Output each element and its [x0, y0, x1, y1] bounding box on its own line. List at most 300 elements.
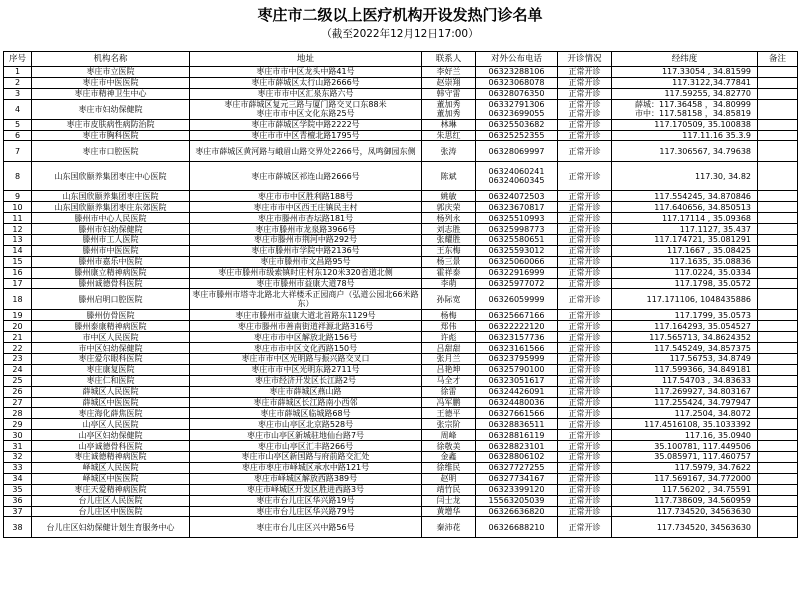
table-row	[4, 213, 798, 224]
table-row	[4, 162, 798, 191]
cell-phone: 06328076350	[476, 88, 558, 99]
cell-geo: 117.4516108, 35.1033392	[612, 419, 758, 430]
table-row	[4, 130, 798, 141]
cell-status: 正常开诊	[558, 224, 612, 235]
cell-remark	[758, 245, 798, 256]
cell-contact: 徐维民	[422, 462, 476, 473]
cell-name: 滕州市工人医院	[32, 235, 190, 246]
cell-geo: 117.569167, 34.772000	[612, 473, 758, 484]
cell-address: 枣庄市滕州市益康大道北首路东1129号	[190, 310, 422, 321]
cell-address: 枣庄市山亭区新城驻地仙台路7号	[190, 430, 422, 441]
table-row	[4, 430, 798, 441]
cell-address: 枣庄市市中区光明东路2711号	[190, 364, 422, 375]
cell-address: 枣庄市滕州市龙泉路3966号	[190, 224, 422, 235]
cell-name: 枣庄市立医院	[32, 67, 190, 78]
cell-status: 正常开诊	[558, 364, 612, 375]
cell-no: 37	[4, 506, 32, 517]
cell-phone: 06327734167	[476, 473, 558, 484]
cell-no: 18	[4, 289, 32, 310]
table-row	[4, 267, 798, 278]
cell-geo: 117.11.16 35.3.9	[612, 130, 758, 141]
cell-phone: 06327661566	[476, 408, 558, 419]
cell-no: 25	[4, 375, 32, 386]
cell-remark	[758, 119, 798, 130]
cell-geo: 117.1127, 35.437	[612, 224, 758, 235]
cell-remark	[758, 310, 798, 321]
page-subtitle: （截至2022年12月12日17:00）	[321, 28, 479, 40]
cell-remark	[758, 354, 798, 365]
cell-status: 正常开诊	[558, 441, 612, 452]
cell-address: 枣庄市枣庄市峄城区承水中路121号	[190, 462, 422, 473]
cell-phone: 06325252355	[476, 130, 558, 141]
cell-contact: 朱思红	[422, 130, 476, 141]
cell-address: 枣庄市薛城区黄河路与峨眉山路交界处2266号，凤鸣御园东侧	[190, 141, 422, 162]
cell-status: 正常开诊	[558, 484, 612, 495]
cell-no: 5	[4, 119, 32, 130]
cell-phone: 06325790100	[476, 364, 558, 375]
cell-contact: 马全才	[422, 375, 476, 386]
cell-no: 23	[4, 354, 32, 365]
cell-contact: 秦沛花	[422, 517, 476, 538]
cell-status: 正常开诊	[558, 495, 612, 506]
header-remark: 备注	[758, 52, 798, 67]
cell-address: 枣庄市市中区汇泉东路六号	[190, 88, 422, 99]
header-status: 开诊情况	[558, 52, 612, 67]
cell-status: 正常开诊	[558, 462, 612, 473]
cell-status: 正常开诊	[558, 77, 612, 88]
cell-remark	[758, 99, 798, 119]
cell-contact: 吕艳坤	[422, 364, 476, 375]
cell-remark	[758, 267, 798, 278]
cell-address: 枣庄市市中区解放北路156号	[190, 332, 422, 343]
table-row	[4, 364, 798, 375]
cell-geo: 117.565713, 34.8624352	[612, 332, 758, 343]
cell-no: 3	[4, 88, 32, 99]
cell-no: 36	[4, 495, 32, 506]
cell-status: 正常开诊	[558, 88, 612, 99]
cell-no: 29	[4, 419, 32, 430]
cell-geo: 117.0224, 35.0334	[612, 267, 758, 278]
table-row	[4, 321, 798, 332]
cell-name: 台儿庄区人民医院	[32, 495, 190, 506]
cell-status: 正常开诊	[558, 245, 612, 256]
cell-geo: 117.2504, 34.8072	[612, 408, 758, 419]
cell-remark	[758, 506, 798, 517]
hospital-table	[3, 51, 798, 538]
cell-status: 正常开诊	[558, 119, 612, 130]
cell-remark	[758, 141, 798, 162]
cell-name: 峄城区中医医院	[32, 473, 190, 484]
cell-contact: 张涛	[422, 141, 476, 162]
cell-address: 枣庄市薛城区复元三路与厦门路交叉口东88米 枣庄市市中区文化东路25号	[190, 99, 422, 119]
cell-no: 21	[4, 332, 32, 343]
cell-remark	[758, 289, 798, 310]
cell-status: 正常开诊	[558, 130, 612, 141]
cell-status: 正常开诊	[558, 408, 612, 419]
cell-contact: 赵崇翔	[422, 77, 476, 88]
cell-remark	[758, 430, 798, 441]
cell-status: 正常开诊 正常开诊	[558, 99, 612, 119]
cell-remark	[758, 67, 798, 78]
cell-phone: 06323051617	[476, 375, 558, 386]
cell-remark	[758, 202, 798, 213]
cell-address: 枣庄市台儿庄区华兴路79号	[190, 506, 422, 517]
table-header-row	[4, 52, 798, 67]
cell-address: 枣庄市市中区光明路与振兴路交叉口	[190, 354, 422, 365]
cell-name: 枣庄诚德精神病医院	[32, 452, 190, 463]
cell-phone: 06324426091	[476, 386, 558, 397]
cell-phone: 06328836511	[476, 419, 558, 430]
cell-phone: 06326636820	[476, 506, 558, 517]
cell-address: 枣庄市薛城区燕山路	[190, 386, 422, 397]
table-row	[4, 386, 798, 397]
cell-no: 13	[4, 235, 32, 246]
cell-phone: 06322916999	[476, 267, 558, 278]
cell-geo: 117.1799, 35.0573	[612, 310, 758, 321]
cell-name: 市中区人民医院	[32, 332, 190, 343]
cell-contact: 冯军鹏	[422, 397, 476, 408]
cell-address: 枣庄市台儿庄区华兴路19号	[190, 495, 422, 506]
cell-contact: 赵明	[422, 473, 476, 484]
cell-name: 山亭区妇幼保健院	[32, 430, 190, 441]
cell-name: 枣庄市精神卫生中心	[32, 88, 190, 99]
cell-contact: 郑伟	[422, 321, 476, 332]
cell-geo: 117.56753, 34.8749	[612, 354, 758, 365]
cell-remark	[758, 278, 798, 289]
header-no: 序号	[4, 52, 32, 67]
cell-name: 滕州市嘉乐中医院	[32, 256, 190, 267]
cell-contact: 吕甜甜	[422, 343, 476, 354]
cell-contact: 张耀胜	[422, 235, 476, 246]
cell-status: 正常开诊	[558, 278, 612, 289]
table-row	[4, 452, 798, 463]
cell-geo: 35.085971, 117.460757	[612, 452, 758, 463]
cell-contact: 李萌	[422, 278, 476, 289]
cell-name: 滕州启明口腔医院	[32, 289, 190, 310]
cell-geo: 117.1635, 35.08836	[612, 256, 758, 267]
cell-phone: 06325977072	[476, 278, 558, 289]
cell-phone: 06324060241 06324060345	[476, 162, 558, 191]
cell-name: 台儿庄区妇幼保健计划生育服务中心	[32, 517, 190, 538]
cell-phone: 06325580651	[476, 235, 558, 246]
cell-remark	[758, 162, 798, 191]
cell-contact: 郭庆荣	[422, 202, 476, 213]
cell-remark	[758, 191, 798, 202]
cell-name: 滕州康立精神病医院	[32, 267, 190, 278]
header-name: 机构名称	[32, 52, 190, 67]
cell-geo: 117.54703 , 34.83633	[612, 375, 758, 386]
cell-no: 6	[4, 130, 32, 141]
cell-status: 正常开诊	[558, 310, 612, 321]
cell-address: 枣庄市薛城区太行山路2666号	[190, 77, 422, 88]
cell-name: 枣庄爱尔眼科医院	[32, 354, 190, 365]
cell-no: 16	[4, 267, 32, 278]
cell-contact: 张宗阶	[422, 419, 476, 430]
table-row	[4, 202, 798, 213]
table-row	[4, 119, 798, 130]
cell-no: 35	[4, 484, 32, 495]
cell-geo: 117.269927, 34.803167	[612, 386, 758, 397]
cell-status: 正常开诊	[558, 386, 612, 397]
cell-contact: 金鑫	[422, 452, 476, 463]
table-row	[4, 77, 798, 88]
header-address: 地址	[190, 52, 422, 67]
cell-contact: 霍祥泰	[422, 267, 476, 278]
cell-remark	[758, 419, 798, 430]
cell-geo: 117.640656, 34.850513	[612, 202, 758, 213]
cell-geo: 117.1798, 35.0572	[612, 278, 758, 289]
cell-address: 枣庄市市中区西王庄镇民主村	[190, 202, 422, 213]
cell-remark	[758, 484, 798, 495]
cell-contact: 闫士龙	[422, 495, 476, 506]
table-row	[4, 332, 798, 343]
cell-status: 正常开诊	[558, 321, 612, 332]
cell-geo: 117.734520, 34563630	[612, 506, 758, 517]
cell-address: 枣庄市峄城区解放西路389号	[190, 473, 422, 484]
cell-status: 正常开诊	[558, 506, 612, 517]
cell-name: 枣庄天爱精神病医院	[32, 484, 190, 495]
cell-status: 正常开诊	[558, 213, 612, 224]
cell-no: 8	[4, 162, 32, 191]
cell-remark	[758, 256, 798, 267]
cell-phone: 06323795999	[476, 354, 558, 365]
cell-phone: 06325998773	[476, 224, 558, 235]
cell-contact: 许彪	[422, 332, 476, 343]
cell-address: 枣庄市薛城区长江路南小西邻	[190, 397, 422, 408]
cell-address: 枣庄市滕州市塔寺北路北大祥楼禾正园商户（弘道公园北66米路东）	[190, 289, 422, 310]
table-row	[4, 256, 798, 267]
cell-no: 28	[4, 408, 32, 419]
cell-contact: 林琳	[422, 119, 476, 130]
cell-no: 2	[4, 77, 32, 88]
cell-geo: 117.306567, 34.79638	[612, 141, 758, 162]
cell-remark	[758, 441, 798, 452]
cell-geo: 117.734520, 34563630	[612, 517, 758, 538]
cell-remark	[758, 473, 798, 484]
cell-address: 枣庄市滕州市荆河中路292号	[190, 235, 422, 246]
cell-remark	[758, 130, 798, 141]
table-row	[4, 224, 798, 235]
cell-remark	[758, 408, 798, 419]
header-contact: 联系人	[422, 52, 476, 67]
cell-status: 正常开诊	[558, 202, 612, 213]
table-row	[4, 67, 798, 78]
table-row	[4, 191, 798, 202]
cell-contact: 杨梅	[422, 310, 476, 321]
cell-no: 33	[4, 462, 32, 473]
cell-name: 滕州诚德骨科医院	[32, 278, 190, 289]
cell-address: 枣庄市台儿庄区兴中路56号	[190, 517, 422, 538]
cell-phone: 15563205039	[476, 495, 558, 506]
cell-phone: 06323288106	[476, 67, 558, 78]
cell-name: 山亭区人民医院	[32, 419, 190, 430]
cell-contact: 董加秀 董加秀	[422, 99, 476, 119]
cell-geo: 35.100781, 117.449506	[612, 441, 758, 452]
cell-name: 山亭诚德骨科医院	[32, 441, 190, 452]
cell-no: 10	[4, 202, 32, 213]
cell-name: 滕州仿骨医院	[32, 310, 190, 321]
cell-phone: 06326688210	[476, 517, 558, 538]
cell-phone: 06325510993	[476, 213, 558, 224]
cell-no: 19	[4, 310, 32, 321]
table-row	[4, 88, 798, 99]
cell-no: 12	[4, 224, 32, 235]
table-row	[4, 289, 798, 310]
cell-status: 正常开诊	[558, 332, 612, 343]
cell-phone: 06328806102	[476, 452, 558, 463]
cell-remark	[758, 517, 798, 538]
table-row	[4, 506, 798, 517]
cell-phone: 06332791306 06323699055	[476, 99, 558, 119]
cell-remark	[758, 364, 798, 375]
cell-geo: 117.33054 , 34.81599	[612, 67, 758, 78]
cell-name: 枣庄市胸科医院	[32, 130, 190, 141]
cell-status: 正常开诊	[558, 67, 612, 78]
cell-name: 山东国欣颐养集团枣庄医院	[32, 191, 190, 202]
cell-status: 正常开诊	[558, 141, 612, 162]
table-row	[4, 484, 798, 495]
cell-phone: 06328823101	[476, 441, 558, 452]
cell-address: 枣庄市薛城区临城路68号	[190, 408, 422, 419]
cell-geo: 117.738609, 34.560959	[612, 495, 758, 506]
cell-contact: 张月兰	[422, 354, 476, 365]
cell-status: 正常开诊	[558, 191, 612, 202]
cell-phone: 06322222120	[476, 321, 558, 332]
cell-contact: 刘志胜	[422, 224, 476, 235]
cell-remark	[758, 332, 798, 343]
cell-geo: 117.554245, 34.870846	[612, 191, 758, 202]
cell-geo: 117.17114 , 35.09368	[612, 213, 758, 224]
cell-contact: 姚敏	[422, 191, 476, 202]
table-row	[4, 441, 798, 452]
cell-address: 枣庄市滕州市文昌路95号	[190, 256, 422, 267]
cell-remark	[758, 77, 798, 88]
cell-status: 正常开诊	[558, 375, 612, 386]
cell-geo: 117.5979, 34.7622	[612, 462, 758, 473]
cell-no: 38	[4, 517, 32, 538]
cell-phone: 06323399120	[476, 484, 558, 495]
cell-name: 枣庄康复医院	[32, 364, 190, 375]
cell-geo: 117.255424, 34.797947	[612, 397, 758, 408]
cell-status: 正常开诊	[558, 430, 612, 441]
cell-contact: 韩守雷	[422, 88, 476, 99]
cell-name: 滕州市妇幼保健院	[32, 224, 190, 235]
table-row	[4, 278, 798, 289]
cell-name: 枣庄仁和医院	[32, 375, 190, 386]
cell-geo: 117.56202 , 34.75591	[612, 484, 758, 495]
cell-phone: 06328069997	[476, 141, 558, 162]
cell-contact: 杨三景	[422, 256, 476, 267]
cell-contact: 王东梅	[422, 245, 476, 256]
cell-status: 正常开诊	[558, 354, 612, 365]
table-row	[4, 310, 798, 321]
cell-status: 正常开诊	[558, 452, 612, 463]
cell-geo: 117.1667 , 35.08425	[612, 245, 758, 256]
table-row	[4, 99, 798, 119]
cell-no: 31	[4, 441, 32, 452]
cell-phone: 06325060066	[476, 256, 558, 267]
cell-no: 15	[4, 256, 32, 267]
table-row	[4, 473, 798, 484]
cell-remark	[758, 462, 798, 473]
cell-name: 峄城区人民医院	[32, 462, 190, 473]
cell-address: 枣庄市薛城区祁连山路2666号	[190, 162, 422, 191]
cell-address: 枣庄市滕州市级索镇时庄村东120米320省道北侧	[190, 267, 422, 278]
cell-geo: 117.59255, 34.82770	[612, 88, 758, 99]
cell-geo: 117.16, 35.0940	[612, 430, 758, 441]
cell-remark	[758, 386, 798, 397]
cell-phone: 06324480036	[476, 397, 558, 408]
cell-name: 山东国欣颐养集团枣庄中心医院	[32, 162, 190, 191]
cell-address: 枣庄市市中区胜利路188号	[190, 191, 422, 202]
page-title: 枣庄市二级以上医疗机构开设发热门诊名单	[257, 6, 543, 24]
cell-contact: 李好兰	[422, 67, 476, 78]
cell-no: 11	[4, 213, 32, 224]
cell-address: 枣庄市滕州市益康大道78号	[190, 278, 422, 289]
cell-status: 正常开诊	[558, 162, 612, 191]
cell-name: 市中区妇幼保健院	[32, 343, 190, 354]
table-row	[4, 517, 798, 538]
cell-contact: 王德平	[422, 408, 476, 419]
cell-status: 正常开诊	[558, 256, 612, 267]
cell-name: 薛城区中医医院	[32, 397, 190, 408]
cell-address: 枣庄市峄城区开发区胜进西路3号	[190, 484, 422, 495]
cell-geo: 117.171106, 1048435886	[612, 289, 758, 310]
cell-contact: 陈斌	[422, 162, 476, 191]
cell-no: 22	[4, 343, 32, 354]
cell-remark	[758, 343, 798, 354]
cell-geo: 117.174721, 35.081291	[612, 235, 758, 246]
cell-no: 17	[4, 278, 32, 289]
table-row	[4, 141, 798, 162]
cell-status: 正常开诊	[558, 343, 612, 354]
cell-phone: 06328816119	[476, 430, 558, 441]
cell-contact: 孙际宽	[422, 289, 476, 310]
cell-contact: 杨列永	[422, 213, 476, 224]
cell-address: 枣庄市滕州市学院中路2136号	[190, 245, 422, 256]
cell-status: 正常开诊	[558, 397, 612, 408]
cell-no: 4	[4, 99, 32, 119]
cell-name: 山东国欣颐养集团枣庄东郊医院	[32, 202, 190, 213]
cell-name: 滕州泰康精神病医院	[32, 321, 190, 332]
cell-contact: 徐雷	[422, 386, 476, 397]
cell-address: 枣庄市山亭区新国路与府前路交汇处	[190, 452, 422, 463]
table-row	[4, 245, 798, 256]
cell-phone: 06323161566	[476, 343, 558, 354]
cell-contact: 徐敬美	[422, 441, 476, 452]
cell-phone: 06324072503	[476, 191, 558, 202]
cell-phone: 06323157736	[476, 332, 558, 343]
cell-geo: 117.599366, 34.849181	[612, 364, 758, 375]
header-phone: 对外公布电话	[476, 52, 558, 67]
cell-geo: 117.164293, 35.054527	[612, 321, 758, 332]
cell-name: 枣庄市妇幼保健院	[32, 99, 190, 119]
cell-phone: 06323670817	[476, 202, 558, 213]
cell-no: 30	[4, 430, 32, 441]
table-row	[4, 354, 798, 365]
cell-address: 枣庄市市中区青檀北路1795号	[190, 130, 422, 141]
header-geo: 经纬度	[612, 52, 758, 67]
cell-geo: 117.170509, 35.100838	[612, 119, 758, 130]
table-row	[4, 419, 798, 430]
cell-geo: 117.545249, 34.857375	[612, 343, 758, 354]
cell-remark	[758, 375, 798, 386]
cell-address: 枣庄市市中区文化西路150号	[190, 343, 422, 354]
cell-remark	[758, 235, 798, 246]
cell-remark	[758, 224, 798, 235]
cell-phone: 06326059999	[476, 289, 558, 310]
cell-address: 枣庄市滕州市善南街道祥源北路316号	[190, 321, 422, 332]
